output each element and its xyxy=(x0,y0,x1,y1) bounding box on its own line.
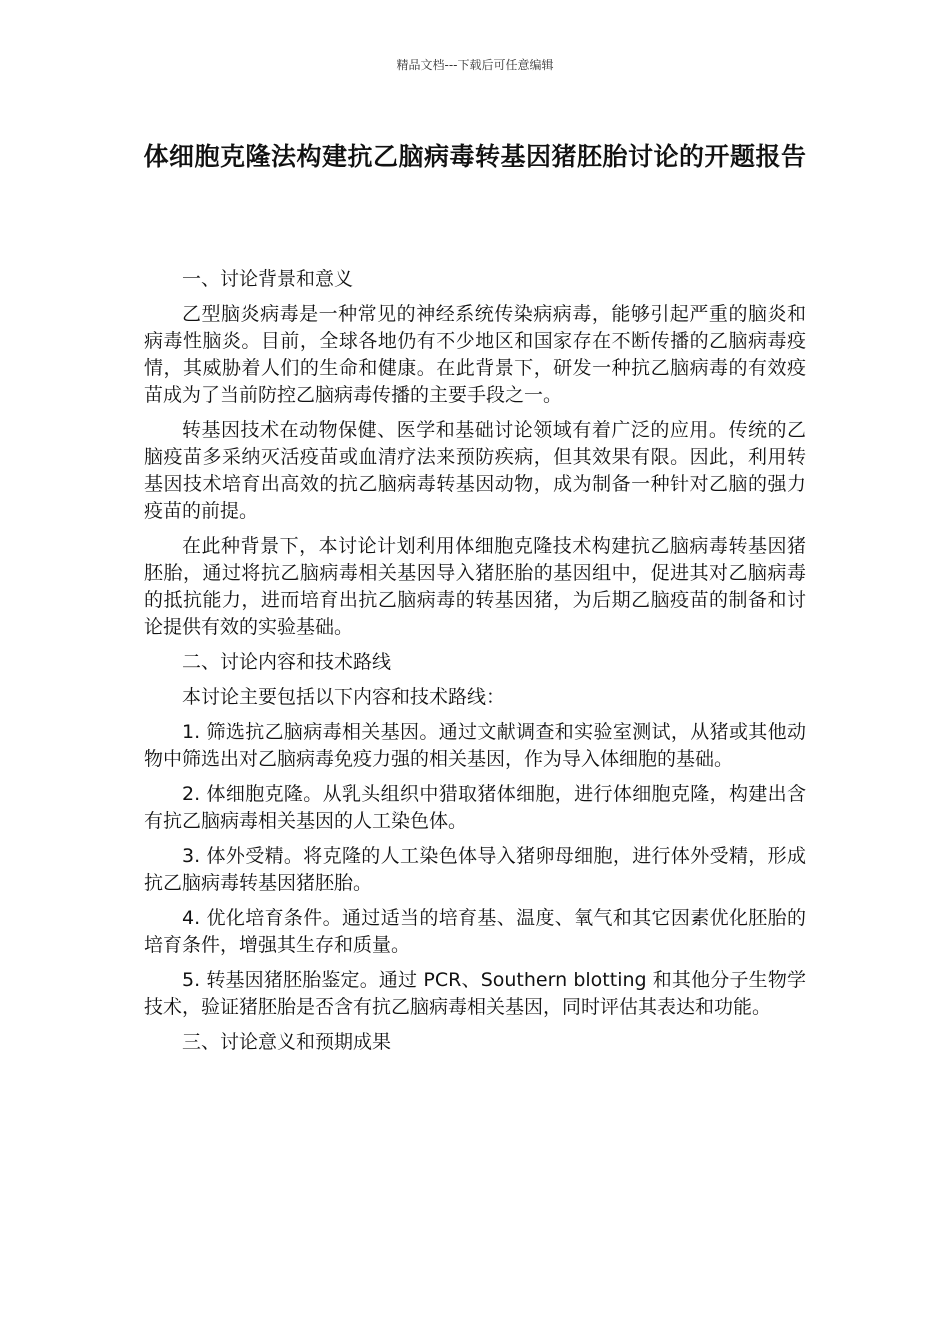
list-item-step-2: 2. 体细胞克隆。从乳头组织中猎取猪体细胞，进行体细胞克隆，构建出含有抗乙脑病毒相关基因的人工染色体。 xyxy=(144,783,806,832)
document-title: 体细胞克隆法构建抗乙脑病毒转基因猪胚胎讨论的开题报告 xyxy=(143,142,807,171)
section-heading-significance: 三、讨论意义和预期成果 xyxy=(182,1031,392,1053)
section-heading-content-route: 二、讨论内容和技术路线 xyxy=(182,651,392,673)
list-item-step-3: 3. 体外受精。将克隆的人工染色体导入猪卵母细胞，进行体外受精，形成抗乙脑病毒转基因猪胚胎。 xyxy=(144,845,806,894)
paragraph-transgenic-tech: 转基因技术在动物保健、医学和基础讨论领域有着广泛的应用。传统的乙脑疫苗多采纳灭活疫苗或血清疗法来预防疾病，但其效果有限。因此，利用转基因技术培育出高效的抗乙脑病毒转基因动物，成为制备一种针对乙脑的强力疫苗的前提。 xyxy=(144,419,806,522)
paragraph-jev-overview: 乙型脑炎病毒是一种常见的神经系统传染病病毒，能够引起严重的脑炎和病毒性脑炎。目前，全球各地仍有不少地区和国家存在不断传播的乙脑病毒疫情，其威胁着人们的生命和健康。在此背景下，研发一种抗乙脑病毒的有效疫苗成为了当前防控乙脑病毒传播的主要手段之一。 xyxy=(144,303,806,406)
page-header-note: 精品文档---下载后可任意编辑 xyxy=(396,58,554,72)
list-item-step-1: 1. 筛选抗乙脑病毒相关基因。通过文献调查和实验室测试，从猪或其他动物中筛选出对乙脑病毒免疫力强的相关基因，作为导入体细胞的基础。 xyxy=(144,721,806,770)
document-body xyxy=(144,266,806,1064)
list-item-step-5: 5. 转基因猪胚胎鉴定。通过 PCR、Southern blotting 和其他分子生物学技术，验证猪胚胎是否含有抗乙脑病毒相关基因，同时评估其表达和功能。 xyxy=(144,969,806,1018)
section-heading-background: 一、讨论背景和意义 xyxy=(182,268,354,290)
paragraph-route-intro: 本讨论主要包括以下内容和技术路线： xyxy=(182,686,506,708)
paragraph-study-plan: 在此种背景下，本讨论计划利用体细胞克隆技术构建抗乙脑病毒转基因猪胚胎，通过将抗乙脑病毒相关基因导入猪胚胎的基因组中，促进其对乙脑病毒的抵抗能力，进而培育出抗乙脑病毒的转基因猪，为后期乙脑疫苗的制备和讨论提供有效的实验基础。 xyxy=(144,535,806,638)
list-item-step-4: 4. 优化培育条件。通过适当的培育基、温度、氧气和其它因素优化胚胎的培育条件，增强其生存和质量。 xyxy=(144,907,806,956)
